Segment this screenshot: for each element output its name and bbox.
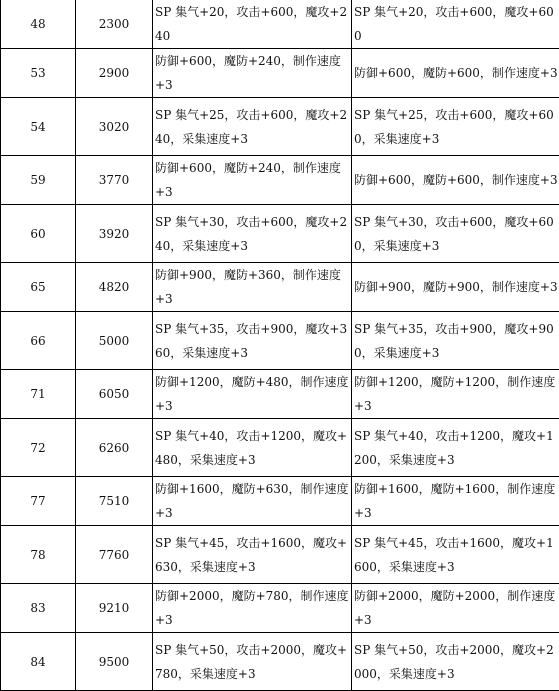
bonus-b-cell: 防御+1200，魔防+1200，制作速度+3 (352, 370, 559, 419)
bonus-a-cell: SP 集气+25，攻击+600，魔攻+240，采集速度+3 (153, 98, 352, 156)
bonus-a-cell: 防御+600，魔防+240，制作速度+3 (153, 49, 352, 98)
bonus-b-cell: SP 集气+45，攻击+1600，魔攻+1600，采集速度+3 (352, 526, 559, 584)
value-cell: 2900 (76, 49, 153, 98)
level-cell: 71 (1, 370, 76, 419)
bonus-a-cell: 防御+600，魔防+240，制作速度+3 (153, 156, 352, 205)
table-row (1, 0, 559, 49)
table-row (1, 263, 559, 312)
bonus-b-cell: SP 集气+20，攻击+600，魔攻+600 (352, 0, 559, 49)
value-cell: 6050 (76, 370, 153, 419)
table-row (1, 312, 559, 370)
bonus-b-cell: 防御+2000，魔防+2000，制作速度+3 (352, 584, 559, 633)
bonus-b-cell: 防御+900，魔防+900，制作速度+3 (352, 263, 559, 312)
table-row (1, 584, 559, 633)
table-row (1, 419, 559, 477)
value-cell: 9500 (76, 633, 153, 691)
level-cell: 66 (1, 312, 76, 370)
bonus-a-cell: SP 集气+20，攻击+600，魔攻+240 (153, 0, 352, 49)
bonus-b-cell: 防御+600，魔防+600，制作速度+3 (352, 49, 559, 98)
level-cell: 84 (1, 633, 76, 691)
value-cell: 9210 (76, 584, 153, 633)
table-row (1, 98, 559, 156)
level-cell: 54 (1, 98, 76, 156)
bonus-b-cell: 防御+600，魔防+600，制作速度+3 (352, 156, 559, 205)
table-row (1, 49, 559, 98)
table-row (1, 370, 559, 419)
level-cell: 65 (1, 263, 76, 312)
level-cell: 83 (1, 584, 76, 633)
table-row (1, 526, 559, 584)
value-cell: 6260 (76, 419, 153, 477)
table-row (1, 633, 559, 691)
level-cell: 53 (1, 49, 76, 98)
bonus-a-cell: 防御+1600，魔防+630，制作速度+3 (153, 477, 352, 526)
level-bonus-table-body (1, 0, 559, 691)
bonus-b-cell: SP 集气+50，攻击+2000，魔攻+2000，采集速度+3 (352, 633, 559, 691)
value-cell: 3920 (76, 205, 153, 263)
value-cell: 4820 (76, 263, 153, 312)
table-row (1, 205, 559, 263)
level-cell: 48 (1, 0, 76, 49)
bonus-a-cell: SP 集气+45，攻击+1600，魔攻+630，采集速度+3 (153, 526, 352, 584)
table-row (1, 477, 559, 526)
bonus-a-cell: SP 集气+40，攻击+1200，魔攻+480，采集速度+3 (153, 419, 352, 477)
bonus-a-cell: 防御+900，魔防+360，制作速度+3 (153, 263, 352, 312)
bonus-a-cell: 防御+2000，魔防+780，制作速度+3 (153, 584, 352, 633)
bonus-b-cell: SP 集气+25，攻击+600，魔攻+600，采集速度+3 (352, 98, 559, 156)
bonus-b-cell: SP 集气+30，攻击+600，魔攻+600，采集速度+3 (352, 205, 559, 263)
value-cell: 5000 (76, 312, 153, 370)
bonus-a-cell: SP 集气+50，攻击+2000，魔攻+780，采集速度+3 (153, 633, 352, 691)
level-cell: 72 (1, 419, 76, 477)
value-cell: 3770 (76, 156, 153, 205)
bonus-a-cell: 防御+1200，魔防+480，制作速度+3 (153, 370, 352, 419)
table-row (1, 156, 559, 205)
value-cell: 7510 (76, 477, 153, 526)
level-cell: 59 (1, 156, 76, 205)
value-cell: 3020 (76, 98, 153, 156)
level-cell: 78 (1, 526, 76, 584)
bonus-b-cell: SP 集气+35，攻击+900，魔攻+900，采集速度+3 (352, 312, 559, 370)
level-cell: 60 (1, 205, 76, 263)
bonus-b-cell: 防御+1600，魔防+1600，制作速度+3 (352, 477, 559, 526)
level-cell: 77 (1, 477, 76, 526)
bonus-a-cell: SP 集气+35，攻击+900，魔攻+360，采集速度+3 (153, 312, 352, 370)
value-cell: 7760 (76, 526, 153, 584)
value-cell: 2300 (76, 0, 153, 49)
bonus-a-cell: SP 集气+30，攻击+600，魔攻+240，采集速度+3 (153, 205, 352, 263)
bonus-b-cell: SP 集气+40，攻击+1200，魔攻+1200，采集速度+3 (352, 419, 559, 477)
